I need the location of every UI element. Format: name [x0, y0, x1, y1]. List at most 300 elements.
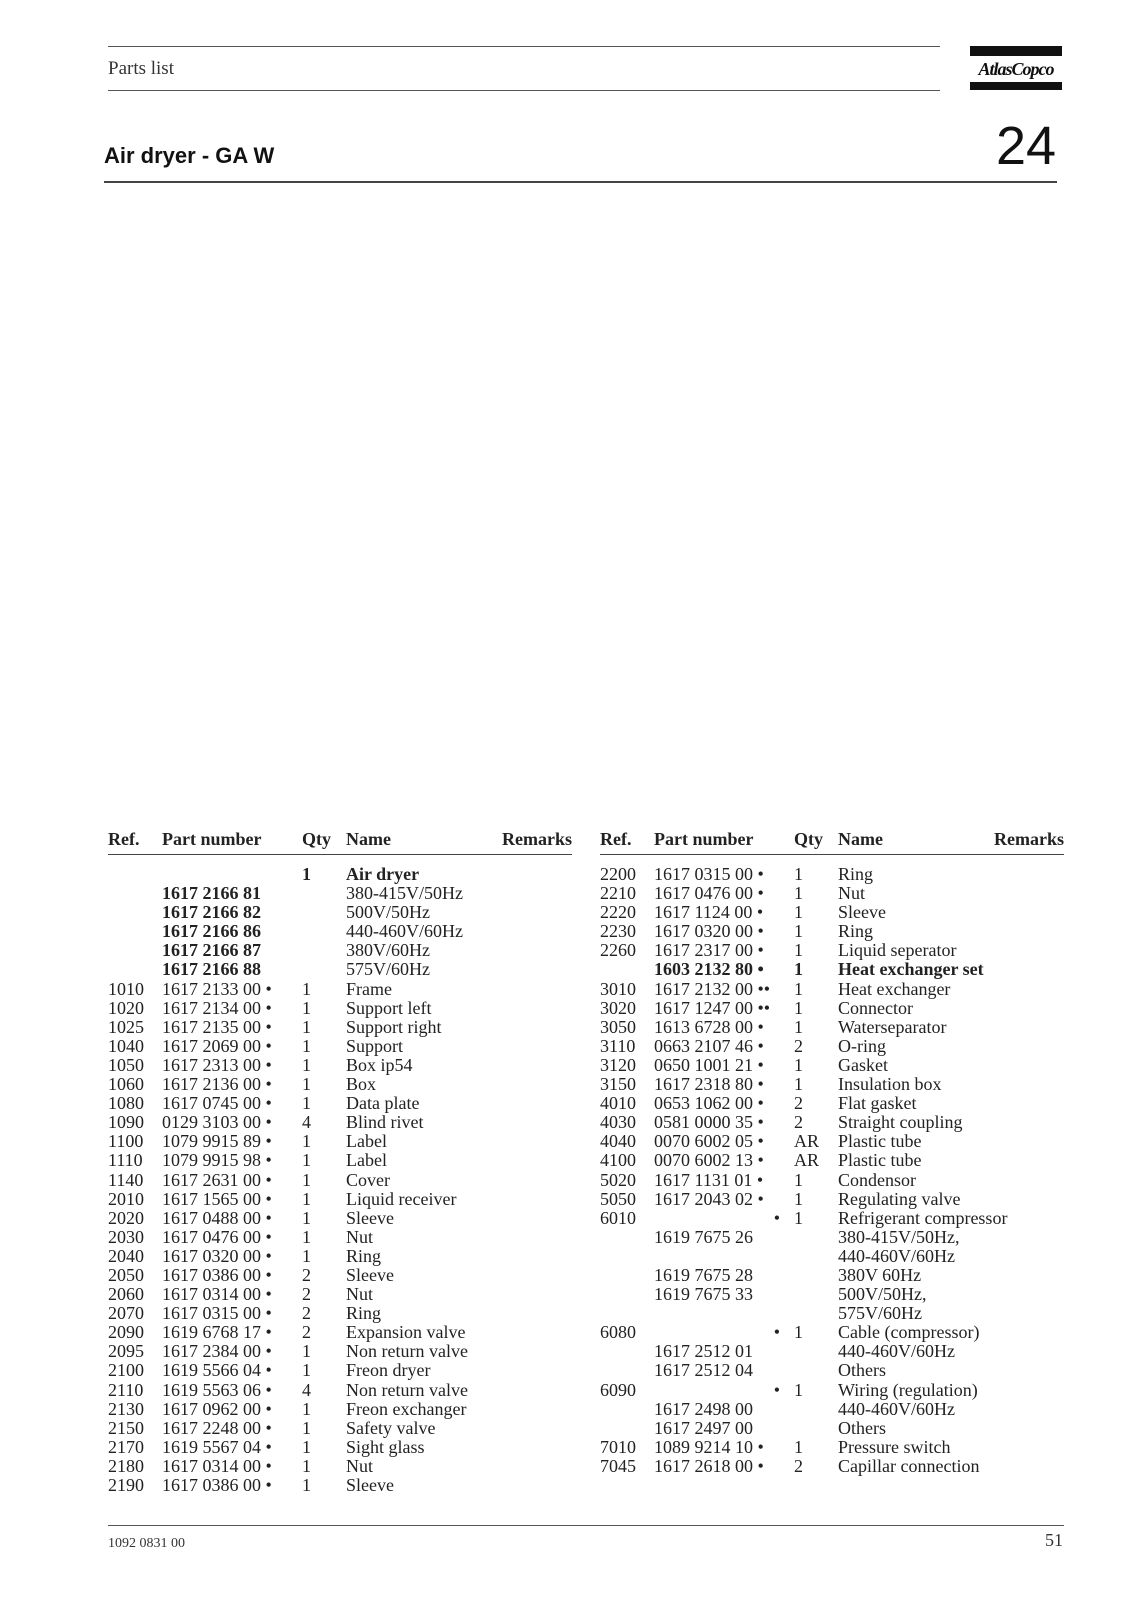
qty-cell [794, 1228, 838, 1247]
ref-cell: 3010 [600, 978, 636, 999]
table-row [600, 1171, 1064, 1190]
name-cell: Freon dryer [346, 1360, 431, 1381]
part-number-cell: 1617 2317 00 • [654, 940, 764, 961]
ref-cell [600, 1247, 654, 1266]
col-header-qty: Qty [302, 826, 346, 855]
table-row [108, 903, 572, 922]
name-cell: 575V/60Hz [346, 959, 430, 980]
name-cell: Nut [346, 1284, 373, 1305]
col-header-remarks: Remarks [926, 826, 1064, 855]
ref-cell: 2130 [108, 1398, 144, 1419]
part-number-cell: • [773, 1379, 780, 1400]
qty-cell: 1 [794, 902, 803, 923]
ref-cell: 2070 [108, 1303, 144, 1324]
name-cell: 440-460V/60Hz [838, 1245, 955, 1266]
part-number-cell: 0070 6002 13 • [654, 1150, 764, 1171]
table-row [600, 922, 1064, 941]
qty-cell [794, 1304, 838, 1323]
part-number-cell: 1617 2512 01 [654, 1341, 753, 1362]
table-spacer-row [108, 855, 572, 866]
name-cell: Sleeve [838, 902, 886, 923]
name-cell: Heat exchanger [838, 978, 951, 999]
name-cell: Safety valve [346, 1417, 436, 1438]
part-number-cell: 1617 2136 00 • [162, 1074, 272, 1095]
header-bottom-rule [108, 90, 940, 91]
name-cell: Cable (compressor) [838, 1322, 980, 1343]
section-number: 24 [996, 116, 1057, 176]
table-row [600, 980, 1064, 999]
part-number-cell: 1619 5567 04 • [162, 1436, 272, 1457]
part-number-cell: 1617 2166 87 [162, 940, 261, 961]
table-row [108, 922, 572, 941]
qty-cell [794, 1247, 838, 1266]
name-cell: Box ip54 [346, 1054, 413, 1075]
name-cell: Box [346, 1074, 377, 1095]
part-number-cell: 1617 0315 00 • [654, 864, 764, 884]
table-row [600, 1304, 1064, 1323]
col-header-part-number: Part number [162, 826, 302, 855]
ref-cell: 2050 [108, 1264, 144, 1285]
name-cell: Refrigerant compressor [838, 1207, 1008, 1228]
table-row [600, 884, 1064, 903]
part-number-cell [162, 865, 302, 884]
name-cell: Sleeve [346, 1207, 394, 1228]
ref-cell [600, 1400, 654, 1419]
table-row [600, 1037, 1064, 1056]
ref-cell: 2090 [108, 1322, 144, 1343]
table-row [108, 884, 572, 903]
ref-cell: 4010 [600, 1093, 636, 1114]
parts-table-left-body [108, 855, 572, 1496]
table-row [108, 1018, 572, 1037]
ref-cell: 6090 [600, 1379, 636, 1400]
table-row [600, 1132, 1064, 1151]
part-number-cell: 1617 2313 00 • [162, 1054, 272, 1075]
table-row [600, 1056, 1064, 1075]
part-number-cell: 1619 7675 26 [654, 1226, 753, 1247]
name-cell: Freon exchanger [346, 1398, 467, 1419]
table-row [600, 1400, 1064, 1419]
name-cell: Plastic tube [838, 1150, 922, 1171]
name-cell: 380-415V/50Hz, [838, 1226, 960, 1247]
table-row [108, 865, 572, 884]
qty-cell: 1 [794, 1016, 803, 1037]
ref-cell [108, 960, 162, 979]
part-number-cell: 1079 9915 98 • [162, 1150, 272, 1171]
table-row [600, 1151, 1064, 1170]
qty-cell: 1 [302, 1169, 311, 1190]
table-row [108, 1400, 572, 1419]
part-number-cell: 1617 2512 04 [654, 1360, 753, 1381]
ref-cell: 1010 [108, 978, 144, 999]
col-header-ref: Ref. [108, 826, 162, 855]
name-cell: Nut [346, 1226, 373, 1247]
qty-cell: 2 [302, 1264, 311, 1285]
table-row [600, 999, 1064, 1018]
ref-cell: 1090 [108, 1112, 144, 1133]
name-cell: Support [346, 1035, 404, 1056]
ref-cell: 2100 [108, 1360, 144, 1381]
part-number-cell: 0581 0000 35 • [654, 1112, 764, 1133]
name-cell: Blind rivet [346, 1112, 424, 1133]
part-number-cell: • [773, 1207, 780, 1228]
col-header-name: Name [838, 826, 926, 855]
logo-bar-top [970, 46, 1062, 56]
qty-cell: 1 [794, 940, 803, 961]
ref-cell: 2260 [600, 940, 636, 961]
part-number-cell: 1617 2132 00 •• [654, 978, 771, 999]
table-row [600, 1190, 1064, 1209]
part-number-cell: 1617 2133 00 • [162, 978, 272, 999]
ref-cell [600, 1361, 654, 1380]
ref-cell: 7045 [600, 1455, 636, 1476]
part-number-cell: 1617 0320 00 • [162, 1245, 272, 1266]
qty-cell: 1 [302, 1188, 311, 1209]
ref-cell: 3110 [600, 1035, 636, 1056]
table-row [600, 1209, 1064, 1228]
ref-cell: 1060 [108, 1074, 144, 1095]
table-row [600, 903, 1064, 922]
part-number-cell: 1617 2498 00 [654, 1398, 753, 1419]
ref-cell [108, 903, 162, 922]
part-number-cell: 1617 0314 00 • [162, 1455, 272, 1476]
qty-cell: 1 [794, 978, 803, 999]
name-cell: Non return valve [346, 1341, 468, 1362]
ref-cell: 3150 [600, 1074, 636, 1095]
part-number-cell [654, 1304, 794, 1323]
parts-table-left [108, 826, 572, 1495]
name-cell: 440-460V/60Hz [838, 1341, 955, 1362]
part-number-cell: 1617 2166 86 [162, 921, 261, 942]
name-cell: Straight coupling [838, 1112, 963, 1133]
qty-cell: 1 [302, 997, 311, 1018]
table-row [108, 1132, 572, 1151]
table-row [108, 980, 572, 999]
brand-logo [970, 46, 1062, 90]
table-row [108, 1323, 572, 1342]
qty-cell: 4 [302, 1112, 311, 1133]
qty-cell: AR [794, 1131, 820, 1152]
name-cell: Others [838, 1360, 886, 1381]
name-cell: Gasket [838, 1054, 888, 1075]
name-cell: 500V/50Hz [346, 902, 430, 923]
name-cell: Sleeve [346, 1264, 394, 1285]
name-cell: 380V 60Hz [838, 1264, 922, 1285]
qty-cell: 2 [794, 1093, 803, 1114]
part-number-cell: 1617 2384 00 • [162, 1341, 272, 1362]
name-cell: Regulating valve [838, 1188, 961, 1209]
table-row [108, 1171, 572, 1190]
qty-cell: 1 [302, 1455, 311, 1476]
qty-cell [794, 1342, 838, 1361]
qty-cell: 1 [794, 1322, 803, 1343]
qty-cell: 1 [794, 1436, 803, 1457]
part-number-cell: 1617 0962 00 • [162, 1398, 272, 1419]
table-row [108, 1094, 572, 1113]
part-number-cell: 1617 2248 00 • [162, 1417, 272, 1438]
qty-cell: 2 [794, 1035, 803, 1056]
logo-bar-bottom [970, 82, 1062, 90]
name-cell: Ring [838, 864, 874, 884]
table-row [108, 1285, 572, 1304]
name-cell: Expansion valve [346, 1322, 466, 1343]
name-cell: Connector [838, 997, 913, 1018]
ref-cell: 1020 [108, 997, 144, 1018]
ref-cell [108, 884, 162, 903]
table-header-row [108, 826, 572, 855]
qty-cell [794, 1361, 838, 1380]
qty-cell: 1 [794, 1054, 803, 1075]
table-row [108, 1228, 572, 1247]
qty-cell: 1 [302, 1035, 311, 1056]
ref-cell: 2210 [600, 883, 636, 904]
col-header-part-number: Part number [654, 826, 794, 855]
part-number-cell: 1619 7675 28 [654, 1264, 753, 1285]
ref-cell: 3020 [600, 997, 636, 1018]
table-row [600, 1323, 1064, 1342]
qty-cell: 1 [302, 1054, 311, 1075]
table-row [600, 1419, 1064, 1438]
qty-cell [302, 922, 346, 941]
qty-cell: 1 [302, 1360, 311, 1381]
qty-cell [302, 903, 346, 922]
table-row [108, 1056, 572, 1075]
name-cell: 380V/60Hz [346, 940, 430, 961]
part-number-cell: 1617 2166 88 [162, 959, 261, 980]
name-cell: 380-415V/50Hz [346, 883, 463, 904]
name-cell: Nut [838, 883, 865, 904]
qty-cell: 1 [302, 978, 311, 999]
part-number-cell: 1619 6768 17 • [162, 1322, 272, 1343]
part-number-cell: 1603 2132 80 • [654, 959, 764, 980]
ref-cell: 2010 [108, 1188, 144, 1209]
part-number-cell: 0653 1062 00 • [654, 1093, 764, 1114]
name-cell: Ring [346, 1245, 382, 1266]
ref-cell: 5050 [600, 1188, 636, 1209]
logo-text: AtlasCopco [978, 59, 1054, 79]
ref-cell: 2190 [108, 1475, 144, 1495]
table-row [108, 1304, 572, 1323]
table-row [600, 1094, 1064, 1113]
part-number-cell: 1619 5566 04 • [162, 1360, 272, 1381]
footer-rule [108, 1525, 1064, 1526]
qty-cell: 4 [302, 1379, 311, 1400]
part-number-cell: 1617 1247 00 •• [654, 997, 771, 1018]
ref-cell: 6010 [600, 1207, 636, 1228]
name-cell: Non return valve [346, 1379, 468, 1400]
part-number-cell: 1619 7675 33 [654, 1284, 753, 1305]
part-number-cell: 1617 1565 00 • [162, 1188, 272, 1209]
name-cell: 440-460V/60Hz [838, 1398, 955, 1419]
part-number-cell: 1617 2135 00 • [162, 1016, 272, 1037]
name-cell: Capillar connection [838, 1455, 980, 1476]
qty-cell [794, 1266, 838, 1285]
name-cell: Nut [346, 1455, 373, 1476]
col-header-qty: Qty [794, 826, 838, 855]
table-row [108, 1438, 572, 1457]
ref-cell [108, 941, 162, 960]
name-cell: Flat gasket [838, 1093, 917, 1114]
section-title: Air dryer - GA W [104, 143, 275, 168]
table-row [108, 1075, 572, 1094]
name-cell: Label [346, 1150, 387, 1171]
qty-cell: 2 [794, 1455, 803, 1476]
ref-cell: 2030 [108, 1226, 144, 1247]
name-cell: Support left [346, 997, 432, 1018]
ref-cell [600, 1304, 654, 1323]
title-rule [104, 181, 1057, 183]
part-number-cell: 1089 9214 10 • [654, 1436, 764, 1457]
part-number-cell: • [773, 1322, 780, 1343]
qty-cell: 1 [794, 1188, 803, 1209]
name-cell: 575V/60Hz [838, 1303, 922, 1324]
qty-cell: 1 [794, 1379, 803, 1400]
qty-cell: 1 [794, 921, 803, 942]
ref-cell [600, 1342, 654, 1361]
ref-cell: 4030 [600, 1112, 636, 1133]
name-cell: Heat exchanger set [838, 959, 984, 980]
ref-cell: 4100 [600, 1150, 636, 1171]
part-number-cell: 1617 0476 00 • [162, 1226, 272, 1247]
ref-cell: 1140 [108, 1169, 144, 1190]
table-row [600, 1075, 1064, 1094]
qty-cell [794, 1285, 838, 1304]
table-row [108, 1190, 572, 1209]
part-number-cell: 1617 0315 00 • [162, 1303, 272, 1324]
header-top-rule [108, 46, 940, 47]
name-cell: Waterseparator [838, 1016, 947, 1037]
ref-cell [108, 922, 162, 941]
ref-cell: 2200 [600, 864, 636, 884]
name-cell: Condensor [838, 1169, 916, 1190]
qty-cell: 1 [302, 1475, 311, 1495]
qty-cell: 2 [794, 1112, 803, 1133]
table-row [600, 1228, 1064, 1247]
table-row [108, 960, 572, 979]
part-number-cell: 1617 0488 00 • [162, 1207, 272, 1228]
part-number-cell: 1617 2166 82 [162, 902, 261, 923]
qty-cell: 1 [794, 997, 803, 1018]
qty-cell: 2 [302, 1322, 311, 1343]
qty-cell: AR [794, 1150, 820, 1171]
table-row [600, 1342, 1064, 1361]
table-row [108, 1266, 572, 1285]
part-number-cell: 1617 2134 00 • [162, 997, 272, 1018]
qty-cell: 1 [302, 1341, 311, 1362]
table-row [600, 941, 1064, 960]
part-number-cell: 1617 2043 02 • [654, 1188, 764, 1209]
name-cell: Air dryer [346, 864, 420, 884]
table-row [108, 1419, 572, 1438]
ref-cell: 1080 [108, 1093, 144, 1114]
part-number-cell: 1617 1124 00 • [654, 902, 764, 923]
name-cell: Wiring (regulation) [838, 1379, 978, 1400]
parts-table-right-body [600, 855, 1064, 1477]
table-row [108, 1209, 572, 1228]
table-row [108, 1361, 572, 1380]
ref-cell: 2020 [108, 1207, 144, 1228]
col-header-ref: Ref. [600, 826, 654, 855]
qty-cell: 1 [794, 1074, 803, 1095]
table-row [108, 1457, 572, 1476]
name-cell: Liquid receiver [346, 1188, 457, 1209]
table-row [108, 1247, 572, 1266]
name-cell: Sight glass [346, 1436, 425, 1457]
table-row [108, 941, 572, 960]
table-row [600, 865, 1064, 884]
qty-cell [302, 960, 346, 979]
name-cell: Frame [346, 978, 392, 999]
name-cell: Label [346, 1131, 387, 1152]
qty-cell: 2 [302, 1284, 311, 1305]
table-row [108, 1342, 572, 1361]
table-row [600, 1018, 1064, 1037]
table-row [600, 1113, 1064, 1132]
table-row [600, 1361, 1064, 1380]
part-number-cell: 1617 2318 80 • [654, 1074, 764, 1095]
ref-cell: 1110 [108, 1150, 143, 1171]
name-cell: 500V/50Hz, [838, 1284, 927, 1305]
qty-cell: 1 [794, 864, 803, 884]
name-cell: O-ring [838, 1035, 886, 1056]
table-row [108, 1381, 572, 1400]
part-number-cell: 1617 1131 01 • [654, 1169, 764, 1190]
part-number-cell: 1079 9915 89 • [162, 1131, 272, 1152]
part-number-cell: 0663 2107 46 • [654, 1035, 764, 1056]
ref-cell: 1100 [108, 1131, 144, 1152]
name-cell: Ring [838, 921, 874, 942]
ref-cell: 2180 [108, 1455, 144, 1476]
qty-cell: 1 [794, 883, 803, 904]
table-row [600, 1247, 1064, 1266]
qty-cell [794, 1419, 838, 1438]
ref-cell [600, 1285, 654, 1304]
table-row [600, 960, 1064, 979]
part-number-cell: 1617 2631 00 • [162, 1169, 272, 1190]
qty-cell: 1 [302, 1417, 311, 1438]
part-number-cell: 1617 0476 00 • [654, 883, 764, 904]
qty-cell: 1 [302, 1074, 311, 1095]
qty-cell: 1 [302, 1150, 311, 1171]
ref-cell: 3050 [600, 1016, 636, 1037]
ref-cell: 3120 [600, 1054, 636, 1075]
part-number-cell: 1617 2166 81 [162, 883, 261, 904]
qty-cell: 2 [302, 1303, 311, 1324]
name-cell: Pressure switch [838, 1436, 951, 1457]
table-row [108, 1476, 572, 1495]
table-row [600, 1285, 1064, 1304]
name-cell: Others [838, 1417, 886, 1438]
part-number-cell: 1613 6728 00 • [654, 1016, 764, 1037]
qty-cell: 1 [302, 1226, 311, 1247]
ref-cell: 2150 [108, 1417, 144, 1438]
qty-cell: 1 [794, 959, 803, 980]
table-row [600, 1438, 1064, 1457]
table-row [108, 1113, 572, 1132]
page-number: 51 [1045, 1530, 1063, 1550]
qty-cell: 1 [302, 1131, 311, 1152]
name-cell: Plastic tube [838, 1131, 922, 1152]
part-number-cell: 1617 2069 00 • [162, 1035, 272, 1056]
part-number-cell: 1617 0745 00 • [162, 1093, 272, 1114]
ref-cell: 2110 [108, 1379, 144, 1400]
qty-cell: 1 [302, 1207, 311, 1228]
part-number-cell: 0650 1001 21 • [654, 1054, 764, 1075]
ref-cell: 2220 [600, 902, 636, 923]
col-header-name: Name [346, 826, 434, 855]
col-header-remarks: Remarks [434, 826, 572, 855]
table-row [600, 1381, 1064, 1400]
